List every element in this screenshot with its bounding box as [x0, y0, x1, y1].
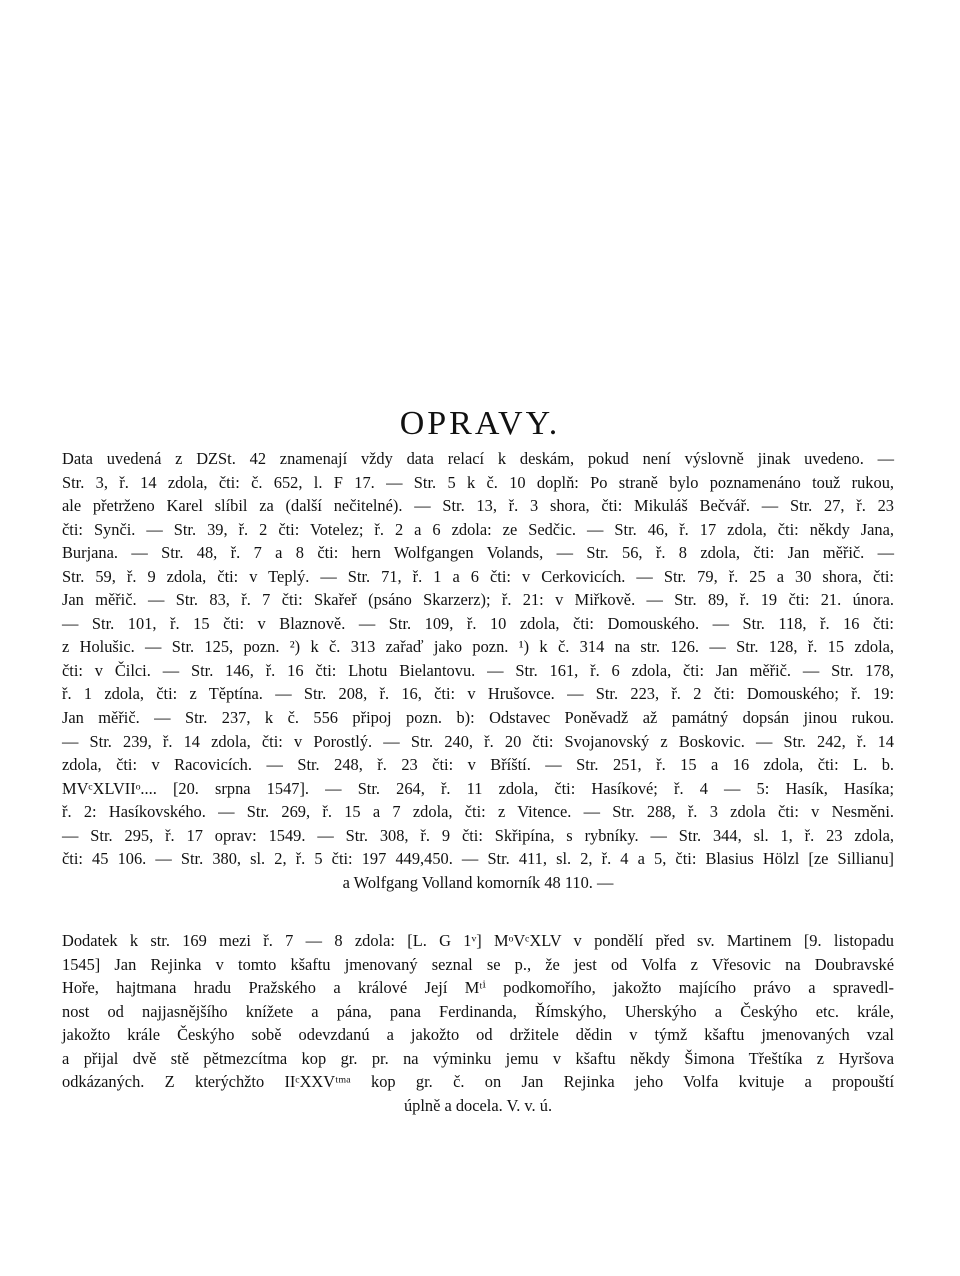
- text-line: Str. 3, ř. 14 zdola, čti: č. 652, l. F 17. — Str. 5 k č. 10 doplň: Po straně bylo poznamenáno touž rukou,: [62, 472, 894, 492]
- text-line: — Str. 295, ř. 17 oprav: 1549. — Str. 308, ř. 9 čti: Skřipína, s rybníky. — Str. 344, sl. 1, ř. 23 zdola,: [62, 825, 894, 845]
- text-line: čti: v Čilci. — Str. 146, ř. 16 čti: Lhotu Bielantovu. — Str. 161, ř. 6 zdola, čti: Jan měřič. — Str. 178,: [62, 660, 894, 680]
- addendum-paragraph: [62, 929, 894, 1117]
- page-title: OPRAVY.: [399, 404, 561, 442]
- text-line: Str. 59, ř. 9 zdola, čti: v Teplý. — Str. 71, ř. 1 a 6 čti: v Cerkovicích. — Str. 79, ř. 25 a 30 shora, čti:: [62, 566, 894, 586]
- text-line: 1545] Jan Rejinka v tomto kšaftu jmenovaný seznal se p., že jest od Volfa z Vřesovic na Doubravské: [62, 954, 894, 974]
- text-line: MVᶜXLVIIᵒ.... [20. srpna 1547]. — Str. 264, ř. 11 zdola, čti: Hasíkové; ř. 4 — 5: Hasík, Hasíka;: [62, 778, 894, 798]
- text-line: ale přetrženo Karel slíbil za (další nečitelné). — Str. 13, ř. 3 shora, čti: Mikuláš Bečvář. — Str. 27, ř. 23: [62, 496, 894, 516]
- text-line: čti: 45 106. — Str. 380, sl. 2, ř. 5 čti: 197 449,450. — Str. 411, sl. 2, ř. 4 a 5, čti: Blasius Hölzl [ze Sillianu]: [62, 849, 894, 869]
- text-line: Jan měřič. — Str. 83, ř. 7 čti: Skařeř (psáno Skarzerz); ř. 21: v Miřkově. — Str. 89, ř. 19 čti: 21. února.: [62, 590, 894, 610]
- text-line: ř. 1 zdola, čti: z Těptína. — Str. 208, ř. 16, čti: v Hrušovce. — Str. 223, ř. 2 čti: Domouského; ř. 19:: [62, 684, 894, 704]
- text-line: z Holušic. — Str. 125, pozn. ²) k č. 313 zařaď jako pozn. ¹) k č. 314 na str. 126. — Str. 128, ř. 15 zdola,: [62, 637, 894, 657]
- text-line: Dodatek k str. 169 mezi ř. 7 — 8 zdola: [L. G 1ᵛ] MᵒVᶜXLV v pondělí před sv. Martinem [9. listopadu: [62, 931, 894, 950]
- text-line: — Str. 101, ř. 15 čti: v Blaznově. — Str. 109, ř. 10 zdola, čti: Domouského. — Str. 118, ř. 16 čti:: [62, 613, 894, 633]
- text-line: — Str. 239, ř. 14 zdola, čti: v Porostlý. — Str. 240, ř. 20 čti: Svojanovský z Boskovic. — Str. 242, ř. 14: [62, 731, 894, 751]
- text-line: Jan měřič. — Str. 237, k č. 556 připoj pozn. b): Odstavec Poněvadž až památný dopsán jinou rukou.: [62, 708, 894, 728]
- text-line: nost od najjasnějšího knížete a pána, pana Ferdinanda, Římskýho, Uherskýho a Českýho etc. krále,: [62, 1001, 894, 1021]
- text-line: a Wolfgang Volland komorník 48 110. —: [342, 872, 614, 892]
- text-line: čti: Synči. — Str. 39, ř. 2 čti: Votelez; ř. 2 a 6 zdola: ze Sedčic. — Str. 46, ř. 17 zdola, čti: někdy Jana,: [62, 519, 894, 539]
- text-line: Burjana. — Str. 48, ř. 7 a 8 čti: hern Wolfgangen Volands, — Str. 56, ř. 8 zdola, čti: Jan měřič. —: [62, 543, 894, 563]
- text-line: odkázaných. Z kterýchžto IIᶜXXVᵗᵐᵃ kop gr. č. on Jan Rejinka jeho Volfa kvituje a propouští: [62, 1072, 894, 1092]
- text-line: a přijal dvě stě pětmezcítma kop gr. pr. na výminku jemu v kšaftu někdy Šimona Třeštíka z Hyršova: [62, 1048, 894, 1068]
- text-line: Data uvedená z DZSt. 42 znamenají vždy data relací k deskám, pokud není výslovně jinak uvedeno. —: [62, 449, 894, 468]
- text-line: ř. 2: Hasíkovského. — Str. 269, ř. 15 a 7 zdola, čti: z Vitence. — Str. 288, ř. 3 zdola čti: v Nesměni.: [62, 802, 894, 822]
- text-line: úplně a docela. V. v. ú.: [403, 1095, 553, 1115]
- text-line: jakožto krále Českýho sobě odevzdanú a jakožto od držitele dědin v týmž kšaftu jmenovaných vzal: [62, 1025, 894, 1045]
- text-line: zdola, čti: v Racovicích. — Str. 248, ř. 23 čti: v Bříští. — Str. 251, ř. 15 a 16 zdola, čti: L. b.: [62, 755, 894, 775]
- corrections-paragraph: [62, 447, 894, 894]
- text-line: Hoře, hajtmana hradu Pražského a králové Její Mᵗⁱ podkomořího, jakožto majícího právo a spravedl-: [62, 978, 894, 998]
